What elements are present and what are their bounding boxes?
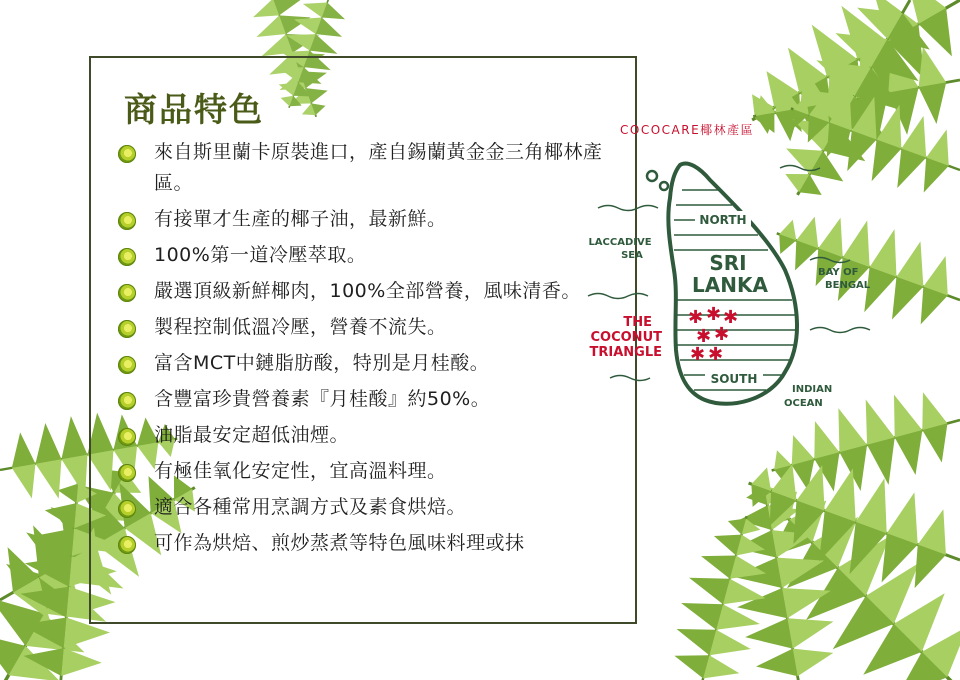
lime-bullet-icon	[118, 284, 136, 302]
lime-bullet-icon	[118, 536, 136, 554]
feature-text: 適合各種常用烹調方式及素食烘焙。	[154, 496, 467, 518]
lime-bullet-icon	[118, 320, 136, 338]
lime-bullet-icon	[118, 464, 136, 482]
lime-bullet-icon	[118, 248, 136, 266]
ocean-label: INDIAN	[792, 384, 833, 395]
sea-label: LACCADIVE	[588, 237, 652, 248]
bay-label: BENGAL	[825, 280, 871, 291]
brand-label: COCOCARE椰林產區	[620, 123, 755, 137]
feature-text: 100%第一道冷壓萃取。	[154, 244, 367, 266]
triangle-label: THE	[623, 315, 652, 330]
list-item	[118, 280, 618, 307]
islet	[647, 171, 657, 181]
feature-text: 有極佳氧化安定性，宜高溫料理。	[154, 460, 447, 482]
lime-bullet-icon	[118, 428, 136, 446]
sea-label: SEA	[621, 250, 643, 261]
list-item	[118, 460, 618, 487]
svg-text:✱: ✱	[723, 307, 739, 328]
feature-text: 油脂最安定超低油煙。	[154, 424, 350, 446]
list-item	[118, 244, 618, 271]
feature-text: 製程控制低溫冷壓，營養不流失。	[154, 316, 447, 338]
lime-bullet-icon	[118, 212, 136, 230]
svg-text:✱: ✱	[688, 307, 704, 328]
lime-bullet-icon	[118, 392, 136, 410]
list-item	[118, 141, 618, 199]
lime-bullet-icon	[118, 356, 136, 374]
svg-text:✱: ✱	[706, 304, 722, 325]
triangle-label: COCONUT	[590, 330, 662, 345]
feature-text: 嚴選頂級新鮮椰肉，100%全部營養，風味清香。	[154, 280, 581, 302]
section-title: 商品特色	[120, 84, 268, 131]
list-item	[118, 208, 618, 235]
list-item	[118, 352, 618, 379]
islet	[660, 182, 668, 190]
svg-text:✱: ✱	[690, 344, 706, 365]
north-label: NORTH	[699, 213, 747, 227]
sri-lanka-map	[570, 110, 890, 430]
lime-bullet-icon	[118, 500, 136, 518]
svg-text:✱: ✱	[696, 326, 712, 347]
feature-text: 富含MCT中鏈脂肪酸，特別是月桂酸。	[154, 352, 490, 374]
feature-text: 可作為烘焙、煎炒蒸煮等特色風味料理或抹	[154, 532, 525, 554]
list-item	[118, 496, 618, 523]
feature-text: 有接單才生產的椰子油，最新鮮。	[154, 208, 447, 230]
list-item	[118, 424, 618, 451]
svg-text:✱: ✱	[708, 344, 724, 365]
list-item	[118, 316, 618, 343]
south-label: SOUTH	[710, 372, 758, 386]
lime-bullet-icon	[118, 145, 136, 163]
list-item	[118, 532, 618, 559]
svg-text:✱: ✱	[714, 324, 730, 345]
country-label: LANKA	[692, 273, 768, 297]
bay-label: BAY OF	[818, 267, 859, 278]
feature-text: 來自斯里蘭卡原裝進口，產自錫蘭黃金金三角椰林產區。	[154, 141, 603, 194]
list-item	[118, 388, 618, 415]
triangle-label: TRIANGLE	[589, 345, 662, 360]
ocean-label: OCEAN	[784, 398, 823, 409]
feature-list	[118, 141, 618, 568]
country-label: SRI	[709, 251, 747, 275]
feature-text: 含豐富珍貴營養素『月桂酸』約50%。	[154, 388, 491, 410]
